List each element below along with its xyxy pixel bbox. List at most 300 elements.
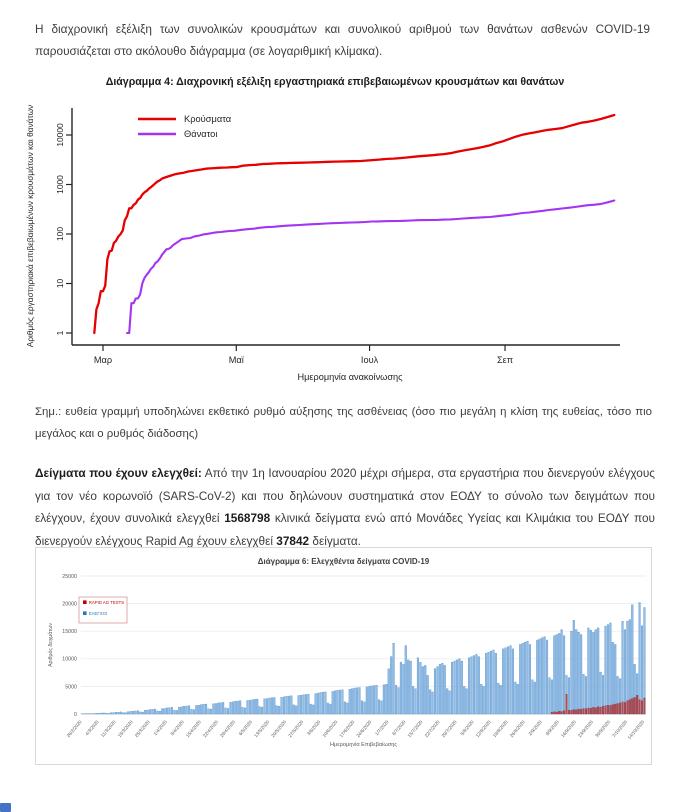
pcr-bars — [512, 649, 514, 714]
pcr-bars — [458, 659, 460, 714]
pcr-bars — [517, 684, 519, 714]
pcr-bars — [339, 690, 341, 714]
rapid-bars — [607, 705, 609, 714]
pcr-bars — [247, 700, 249, 714]
pcr-bars — [588, 628, 590, 714]
pcr-bars — [609, 623, 611, 714]
pcr-bars — [556, 635, 558, 714]
pcr-bars — [473, 655, 475, 714]
x-tick-label: 22/4/2020 — [202, 719, 220, 739]
samples-text-1: Από την 1η Ιανουαρίου 2020 μέχρι σήμερα, στα εργαστήρια που διενεργούν ελέγχους για τον νέο κορωνοϊό (SARS-CoV-2) και που δηλώνουν συστηματικά στον ΕΟΔΥ το σύνολο των δειγμάτων που ελέγχουν, έχουν συνολικά ελεγχθεί — [35, 466, 655, 525]
x-tick-label: 1/7/2020 — [374, 719, 390, 737]
pcr-bars — [522, 643, 524, 714]
pcr-bars — [242, 707, 244, 714]
y-axis-title: Αριθμός εργαστηριακά επιβεβαιωμένων κρουσμάτων και θανάτων — [25, 104, 35, 348]
pcr-bars — [281, 697, 283, 714]
pcr-bars — [505, 648, 507, 714]
pcr-bars — [132, 711, 134, 714]
pcr-bars — [113, 713, 115, 714]
pcr-bars — [563, 636, 565, 714]
x-tick-label: Σεπ — [496, 355, 514, 365]
pcr-bars — [590, 630, 592, 714]
pcr-bars — [203, 704, 205, 714]
pcr-bars — [361, 701, 363, 714]
pcr-bars — [398, 688, 400, 715]
x-tick-label: 24/6/2020 — [355, 719, 373, 739]
rapid-bars — [588, 708, 590, 714]
x-tick-label: 19/8/2020 — [491, 719, 509, 739]
rapid-bars — [636, 695, 638, 714]
x-tick-label: 11/3/2020 — [99, 719, 117, 739]
x-tick-label: 15/7/2020 — [406, 719, 424, 739]
pcr-bars — [627, 621, 629, 714]
pcr-bars — [159, 711, 161, 714]
pcr-bars — [451, 662, 453, 714]
pcr-bars — [222, 702, 224, 714]
x-tick-label: Ιουλ — [360, 355, 379, 365]
x-axis-title: Ημερομηνία ανακοίνωσης — [297, 372, 403, 382]
pcr-bars — [230, 702, 232, 714]
x-tick-label: 12/8/2020 — [474, 719, 492, 739]
pcr-bars — [164, 708, 166, 714]
pcr-bars — [149, 710, 151, 714]
pcr-bars — [456, 660, 458, 714]
pcr-bars — [139, 712, 141, 714]
pcr-bars — [213, 704, 215, 714]
pcr-bars — [183, 706, 185, 714]
pcr-bars — [356, 688, 358, 714]
pcr-bars — [461, 661, 463, 714]
pcr-bars — [239, 701, 241, 714]
x-tick-label: Μαρ — [93, 355, 113, 365]
pcr-bars — [312, 705, 314, 714]
pcr-bars — [410, 661, 412, 714]
pcr-bars — [631, 605, 633, 714]
pcr-bars — [427, 675, 429, 714]
pcr-bars — [529, 644, 531, 714]
pcr-bars — [344, 702, 346, 714]
pcr-bars — [483, 686, 485, 714]
x-tick-label: 8/4/2020 — [169, 719, 185, 737]
x-tick-label: 5/8/2020 — [459, 719, 475, 737]
rapid-bars — [627, 701, 629, 714]
pcr-bars — [108, 713, 110, 714]
samples-heading: Δείγματα που έχουν ελεγχθεί: — [35, 466, 202, 480]
pcr-bars — [488, 652, 490, 714]
y-tick-label: 5000 — [65, 684, 77, 691]
x-tick-label: 17/6/2020 — [338, 719, 356, 739]
pcr-bars — [115, 712, 117, 714]
pcr-bars — [346, 703, 348, 714]
pcr-bars — [541, 638, 543, 714]
pcr-bars — [417, 658, 419, 714]
pcr-bars — [595, 630, 597, 714]
rapid-bars — [590, 708, 592, 714]
pcr-bars — [573, 620, 575, 714]
rapid-bars — [622, 702, 624, 714]
pcr-bars — [536, 640, 538, 714]
pcr-bars — [454, 661, 456, 714]
pcr-bars — [624, 630, 626, 714]
pcr-bars — [422, 667, 424, 714]
bottom-left-blue-box[interactable] — [0, 803, 11, 812]
pcr-bars — [510, 646, 512, 714]
pcr-bars — [337, 690, 339, 714]
pcr-bars — [178, 707, 180, 714]
pcr-bars — [468, 658, 470, 714]
pcr-bars — [120, 712, 122, 714]
pcr-bars — [371, 686, 373, 714]
rapid-bars — [575, 710, 577, 714]
pcr-bars — [614, 644, 616, 714]
pcr-bars — [368, 686, 370, 714]
pcr-bars — [205, 704, 207, 714]
pcr-bars — [407, 660, 409, 714]
samples-total-pcr: 1568798 — [224, 511, 271, 525]
rapid-bars — [551, 712, 553, 714]
pcr-bars — [378, 700, 380, 714]
pcr-bars — [388, 669, 390, 714]
pcr-bars — [383, 685, 385, 714]
pcr-bars — [171, 707, 173, 714]
pcr-bars — [393, 643, 395, 714]
rapid-bars — [624, 702, 626, 714]
rapid-bars — [600, 707, 602, 714]
pcr-bars — [385, 684, 387, 714]
rapid-bars — [597, 707, 599, 714]
x-tick-label: 15/4/2020 — [185, 719, 202, 739]
pcr-bars — [578, 632, 580, 714]
x-tick-label: 22/7/2020 — [423, 719, 441, 739]
pcr-bars — [269, 698, 271, 714]
rapid-bars — [605, 706, 607, 714]
x-tick-label: 18/3/2020 — [116, 719, 134, 739]
pcr-bars — [130, 711, 132, 714]
pcr-bars — [373, 686, 375, 714]
rapid-bars — [561, 712, 563, 714]
pcr-bars — [166, 708, 168, 714]
pcr-bars — [412, 686, 414, 714]
pcr-bars — [597, 628, 599, 714]
x-tick-label: 9/9/2020 — [544, 719, 560, 737]
pcr-bars — [220, 703, 222, 714]
pcr-bars — [307, 694, 309, 714]
rapid-bars — [580, 709, 582, 714]
legend-label: Κρούσματα — [184, 114, 232, 125]
pcr-bars — [546, 640, 548, 714]
rapid-bars — [571, 710, 573, 714]
samples-bar-chart-svg — [36, 548, 651, 764]
pcr-bars — [395, 685, 397, 714]
pcr-bars — [349, 689, 351, 714]
pcr-bars — [446, 689, 448, 714]
pcr-bars — [293, 705, 295, 714]
x-tick-label: 29/7/2020 — [440, 719, 458, 739]
pcr-bars — [500, 685, 502, 714]
rapid-bars — [595, 708, 597, 714]
rapid-bars — [583, 708, 585, 714]
pcr-bars — [480, 684, 482, 714]
rapid-bars — [592, 707, 594, 714]
pcr-bars — [437, 667, 439, 714]
pcr-bars — [463, 686, 465, 714]
pcr-bars — [575, 630, 577, 714]
pcr-bars — [96, 713, 98, 714]
x-tick-label: 16/9/2020 — [560, 719, 578, 739]
pcr-bars — [118, 712, 120, 714]
pcr-bars — [278, 706, 280, 714]
pcr-bars — [271, 698, 273, 714]
rapid-bars — [558, 711, 560, 714]
deaths-line — [127, 201, 614, 334]
pcr-bars — [276, 706, 278, 714]
pcr-bars — [266, 699, 268, 714]
pcr-bars — [544, 637, 546, 714]
pcr-bars — [261, 707, 263, 714]
pcr-bars — [558, 633, 560, 714]
pcr-bars — [237, 701, 239, 714]
pcr-bars — [152, 709, 154, 714]
pcr-bars — [286, 696, 288, 714]
pcr-bars — [329, 704, 331, 714]
x-axis-title: Ημερομηνία Επιβεβαίωσης — [329, 742, 398, 748]
pcr-bars — [519, 644, 521, 714]
pcr-bars — [580, 635, 582, 714]
samples-total-rapid: 37842 — [276, 533, 310, 548]
rapid-bars — [573, 710, 575, 714]
pcr-bars — [390, 657, 392, 714]
pcr-bars — [402, 664, 404, 714]
rapid-bars — [553, 712, 555, 714]
pcr-bars — [232, 702, 234, 714]
x-tick-label: 25/3/2020 — [133, 719, 151, 739]
y-tick-label: 10000 — [55, 123, 65, 147]
legend-label: RAPID AG TESTS — [88, 600, 125, 605]
pcr-bars — [376, 685, 378, 714]
rapid-bars — [631, 699, 633, 714]
pcr-bars — [415, 689, 417, 714]
pcr-bars — [444, 665, 446, 714]
pcr-bars — [568, 678, 570, 714]
samples-text-2: κλινικά δείγματα ενώ από Μονάδες Υγείας και Κλιμάκια του ΕΟΔΥ που διενεργούν ελέγχους Rapid Ag έχουν ελεγχθεί — [35, 511, 655, 548]
x-tick-label: 8/7/2020 — [391, 719, 407, 737]
y-tick-label: 10000 — [62, 656, 77, 663]
pcr-bars — [259, 707, 261, 714]
rapid-bars — [634, 697, 636, 714]
pcr-bars — [303, 695, 305, 714]
pcr-bars — [493, 650, 495, 714]
legend-label: Θάνατοι — [184, 129, 218, 140]
pcr-bars — [320, 692, 322, 714]
pcr-bars — [351, 689, 353, 714]
cases-deaths-chart — [20, 72, 650, 392]
rapid-bars — [641, 701, 643, 714]
x-tick-label: 7/10/2020 — [611, 719, 629, 739]
x-tick-label: 14/10/2020 — [626, 719, 646, 741]
pcr-bars — [147, 710, 149, 714]
pcr-bars — [290, 696, 292, 714]
pcr-bars — [217, 703, 219, 714]
pcr-bars — [157, 711, 159, 714]
pcr-bars — [502, 649, 504, 714]
pcr-bars — [188, 706, 190, 714]
note-paragraph: Σημ.: ευθεία γραμμή υποδηλώνει εκθετικό ρυθμό αύξησης της ασθένειας (όσο πιο μεγάλη η κλίση της ευθείας, τόσο πιο μεγάλος και ο ρυθμός διάδοσης) — [35, 406, 652, 440]
x-tick-label: 1/4/2020 — [152, 719, 168, 737]
pcr-bars — [478, 657, 480, 714]
pcr-bars — [273, 697, 275, 714]
pcr-bars — [490, 651, 492, 714]
samples-text-3: δείγματα. — [309, 533, 361, 548]
x-tick-label: 3/6/2020 — [305, 719, 322, 737]
pcr-bars — [288, 696, 290, 714]
x-tick-label: 27/5/2020 — [287, 719, 305, 739]
legend-swatch — [83, 600, 87, 604]
y-tick-label: 10 — [55, 278, 65, 289]
pcr-bars — [527, 641, 529, 714]
pcr-bars — [193, 710, 195, 714]
x-tick-label: 20/5/2020 — [270, 719, 288, 739]
pcr-bars — [439, 664, 441, 714]
x-tick-label: 30/9/2020 — [594, 719, 612, 739]
pcr-bars — [434, 669, 436, 714]
pcr-bars — [195, 705, 197, 714]
pcr-bars — [539, 639, 541, 714]
cases-line — [94, 115, 614, 333]
pcr-bars — [208, 709, 210, 714]
y-tick-label: 1000 — [55, 175, 65, 194]
pcr-bars — [249, 700, 251, 714]
pcr-bars — [364, 702, 366, 714]
pcr-bars — [191, 709, 193, 714]
rapid-bars — [617, 704, 619, 714]
pcr-bars — [441, 663, 443, 714]
rapid-bars — [585, 709, 587, 714]
pcr-bars — [137, 711, 139, 714]
pcr-bars — [100, 713, 102, 714]
pcr-bars — [254, 699, 256, 714]
x-tick-label: 26/2/2020 — [65, 719, 83, 739]
pcr-bars — [405, 646, 407, 714]
x-tick-label: 13/5/2020 — [253, 719, 271, 739]
pcr-bars — [300, 695, 302, 714]
y-tick-label: 15000 — [62, 629, 77, 636]
pcr-bars — [420, 662, 422, 714]
pcr-bars — [186, 706, 188, 714]
pcr-bars — [359, 688, 361, 715]
x-tick-label: 10/6/2020 — [321, 719, 339, 739]
pcr-bars — [256, 699, 258, 714]
pcr-bars — [93, 714, 95, 715]
rapid-bars — [602, 706, 604, 714]
pcr-bars — [110, 713, 112, 714]
legend-label: ΕΛΕΓΧΟΙ — [88, 611, 108, 616]
pcr-bars — [122, 713, 124, 714]
pcr-bars — [334, 691, 336, 714]
pcr-bars — [305, 694, 307, 714]
chart4-title: Διάγραμμα 4: Διαχρονική εξέλιξη εργαστηριακά επιβεβαιωμένων κρουσμάτων και θανάτων — [105, 76, 565, 88]
samples-paragraph — [35, 462, 655, 552]
pcr-bars — [332, 691, 334, 714]
y-tick-label: 25000 — [62, 573, 77, 580]
pcr-bars — [317, 693, 319, 714]
pcr-bars — [514, 682, 516, 714]
cases-deaths-chart-svg — [20, 72, 650, 392]
pcr-bars — [227, 708, 229, 714]
pcr-bars — [432, 692, 434, 714]
pcr-bars — [325, 692, 327, 714]
pcr-bars — [200, 705, 202, 714]
pcr-bars — [154, 709, 156, 714]
y-tick-label: 0 — [74, 711, 77, 718]
pcr-bars — [283, 697, 285, 714]
pcr-bars — [639, 603, 641, 715]
y-tick-label: 100 — [55, 227, 65, 241]
pcr-bars — [400, 662, 402, 714]
pcr-bars — [507, 647, 509, 714]
pcr-bars — [553, 636, 555, 714]
pcr-bars — [198, 705, 200, 714]
pcr-bars — [174, 710, 176, 714]
pcr-bars — [605, 626, 607, 714]
chart6-title: Διάγραμμα 6: Ελεγχθέντα δείγματα COVID-19 — [257, 557, 430, 566]
pcr-bars — [366, 687, 368, 714]
x-tick-label: 26/8/2020 — [508, 719, 526, 739]
pcr-bars — [524, 642, 526, 714]
pcr-bars — [532, 680, 534, 714]
pcr-bars — [298, 696, 300, 714]
pcr-bars — [592, 632, 594, 714]
rapid-bars — [556, 712, 558, 714]
pcr-bars — [322, 692, 324, 714]
pcr-bars — [485, 653, 487, 714]
pcr-bars — [607, 625, 609, 714]
pcr-bars — [98, 713, 100, 714]
pcr-bars — [495, 653, 497, 714]
pcr-bars — [215, 704, 217, 714]
pcr-bars — [612, 642, 614, 714]
pcr-bars — [327, 703, 329, 714]
pcr-bars — [424, 665, 426, 714]
pcr-bars — [354, 688, 356, 714]
pcr-bars — [471, 657, 473, 714]
x-tick-label: Μαϊ — [228, 355, 244, 365]
pcr-bars — [551, 680, 553, 714]
pcr-bars — [125, 713, 127, 714]
pcr-bars — [476, 654, 478, 714]
rapid-bars — [568, 710, 570, 714]
pcr-bars — [381, 701, 383, 714]
rapid-bars — [563, 711, 565, 714]
intro-paragraph: Η διαχρονική εξέλιξη των συνολικών κρουσμάτων και συνολικού αριθμού των θανάτων ασθενών COVID-19 παρουσιάζεται στο ακόλουθο διάγραμμα (σε λογαριθμική κλίμακα). — [35, 22, 650, 58]
pcr-bars — [466, 689, 468, 714]
pcr-bars — [315, 694, 317, 714]
pcr-bars — [234, 701, 236, 714]
rapid-bars — [639, 700, 641, 714]
pcr-bars — [210, 709, 212, 714]
x-tick-label: 4/3/2020 — [84, 719, 100, 737]
pcr-bars — [622, 621, 624, 714]
pcr-bars — [144, 710, 146, 714]
rapid-bars — [629, 700, 631, 714]
pcr-bars — [585, 676, 587, 714]
pcr-bars — [342, 690, 344, 714]
pcr-bars — [105, 713, 107, 714]
pcr-bars — [429, 690, 431, 714]
rapid-bars — [644, 698, 646, 714]
x-tick-label: 23/9/2020 — [577, 719, 595, 739]
pcr-bars — [583, 674, 585, 714]
pcr-bars — [264, 699, 266, 714]
